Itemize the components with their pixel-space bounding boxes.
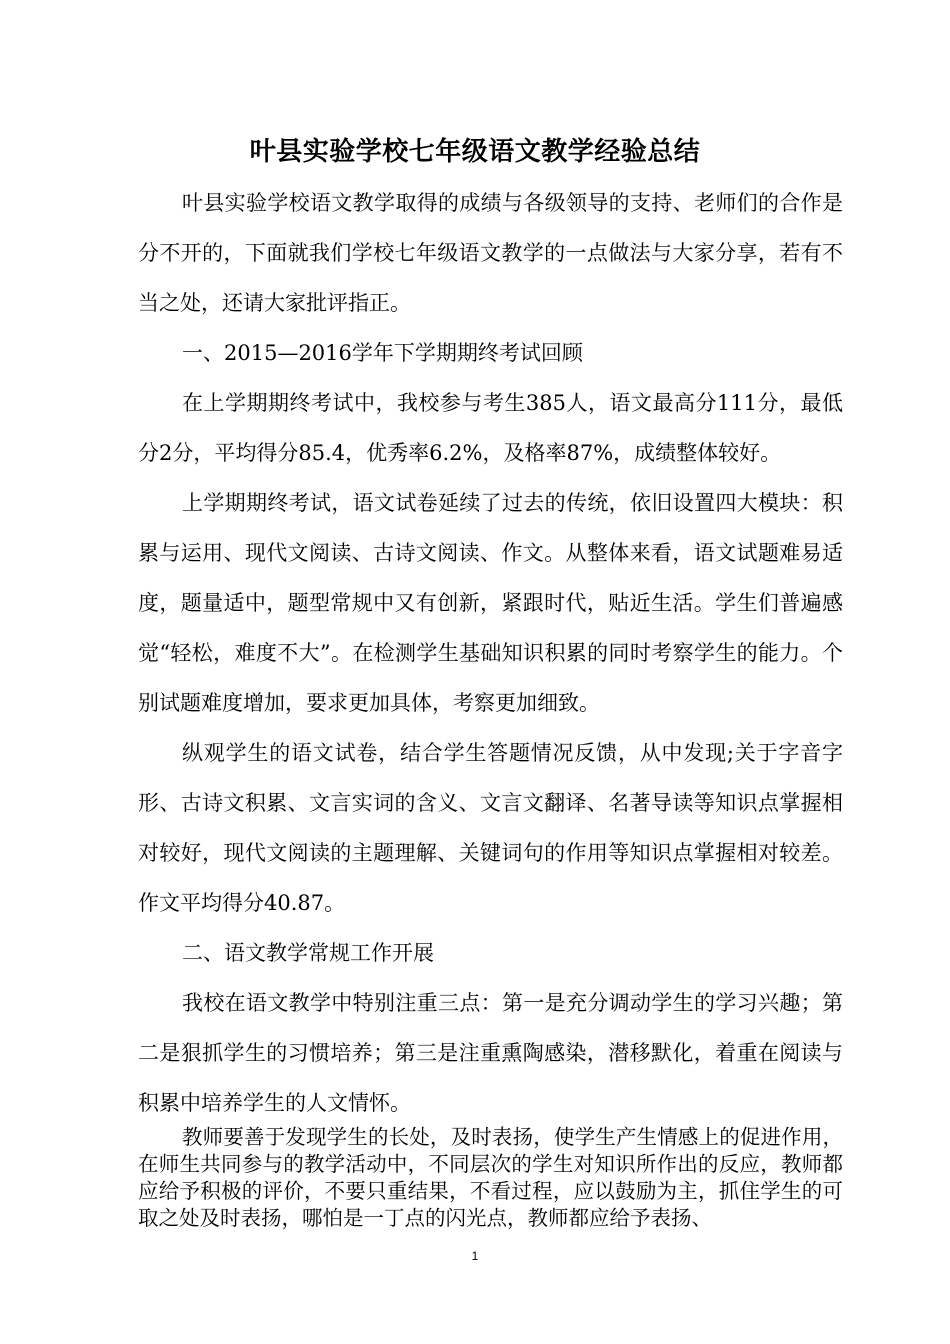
teaching-focus-paragraph: 我校在语文教学中特别注重三点：第一是充分调动学生的学习兴趣；第二是狠抓学生的习惯培养；第三是注重熏陶感染，潜移默化，着重在阅读与积累中培养学生的人文情怀。: [138, 991, 843, 1115]
exam-results-paragraph: 在上学期期终考试中，我校参与考生385人，语文最高分111分，最低分2分，平均得分85.4，优秀率6.2%，及格率87%，成绩整体较好。: [138, 391, 843, 465]
page-number: 1: [471, 1249, 479, 1263]
document-title: 叶县实验学校七年级语文教学经验总结: [249, 137, 701, 167]
exam-analysis-paragraph: 上学期期终考试，语文试卷延续了过去的传统，依旧设置四大模块：积累与运用、现代文阅读、古诗文阅读、作文。从整体来看，语文试题难易适度，题量适中，题型常规中又有创新，紧跟时代，贴近生活。学生们普遍感觉“轻松，难度不大”。在检测学生基础知识积累的同时考察学生的能力。个别试题难度增加，要求更加具体，考察更加细致。: [138, 491, 843, 715]
intro-paragraph: 叶县实验学校语文教学取得的成绩与各级领导的支持、老师们的合作是分不开的，下面就我们学校七年级语文教学的一点做法与大家分享，若有不当之处，还请大家批评指正。: [138, 191, 843, 315]
section-heading-2: 二、语文教学常规工作开展: [182, 941, 434, 965]
teacher-praise-paragraph: 教师要善于发现学生的长处，及时表扬，使学生产生情感上的促进作用，在师生共同参与的教学活动中，不同层次的学生对知识所作出的反应，教师都应给予积极的评价，不要只重结果，不看过程，应以鼓励为主，抓住学生的可取之处及时表扬，哪怕是一丁点的闪光点，教师都应给予表扬、: [138, 1125, 843, 1230]
student-paper-review-paragraph: 纵观学生的语文试卷，结合学生答题情况反馈，从中发现;关于字音字形、古诗文积累、文言实词的含义、文言文翻译、名著导读等知识点掌握相对较好，现代文阅读的主题理解、关键词句的作用等知识点掌握相对较差。作文平均得分40.87。: [138, 741, 843, 915]
section-heading-1: 一、2015—2016学年下学期期终考试回顾: [182, 341, 583, 365]
